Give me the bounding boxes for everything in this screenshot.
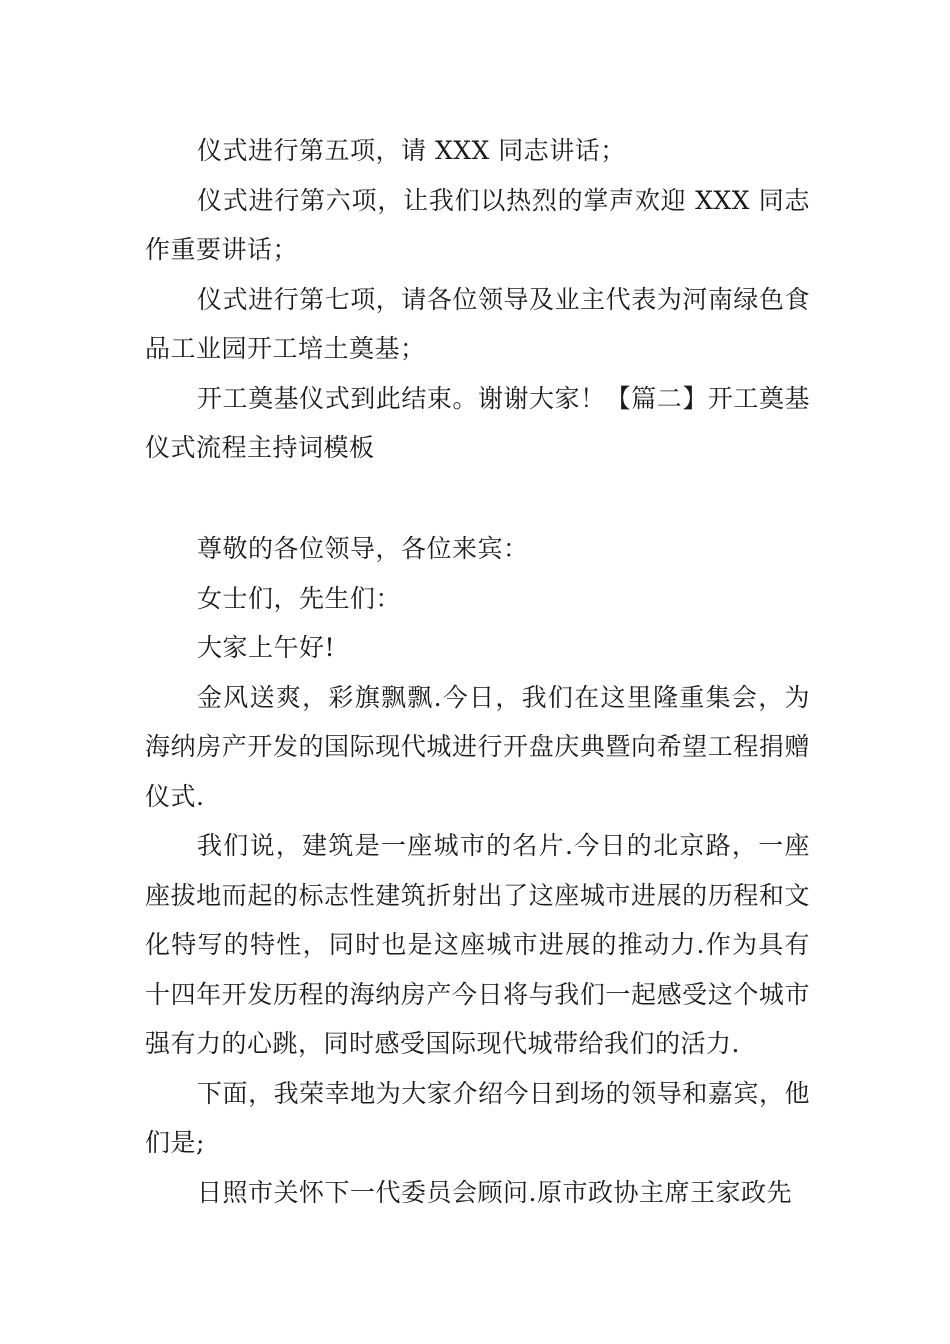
ceremony-steps-section [145,126,810,473]
paragraph-greeting-ladies-gentlemen: 女士们，先生们： [197,583,402,613]
paragraph-step-seven: 仪式进行第七项，请各位领导及业主代表为河南绿色食品工业园开工培土奠基； [145,284,810,363]
paragraph-guest-list-start: 日照市关怀下一代委员会顾问.原市政协主席王家政先 [197,1177,792,1207]
paragraph-closing-and-next-title: 开工奠基仪式到此结束。谢谢大家！【篇二】开工奠基仪式流程主持词模板 [145,383,810,462]
paragraph-introduce-guests: 下面，我荣幸地为大家介绍今日到场的领导和嘉宾，他们是; [145,1078,810,1157]
paragraph-step-five: 仪式进行第五项，请 XXX 同志讲话； [197,136,626,165]
paragraph-opening-ceremony: 金风送爽，彩旗飘飘.今日，我们在这里隆重集会，为海纳房产开发的国际现代城进行开盘庆典暨向希望工程捐赠仪式. [145,682,810,811]
paragraph-step-six: 仪式进行第六项，让我们以热烈的掌声欢迎 XXX 同志作重要讲话； [145,185,810,264]
paragraph-good-morning: 大家上午好! [197,633,336,662]
paragraph-greeting-leaders: 尊敬的各位领导，各位来宾： [197,534,529,563]
host-speech-section [145,524,810,1217]
paragraph-city-architecture: 我们说，建筑是一座城市的名片.今日的北京路，一座座拔地而起的标志性建筑折射出了这座城市进展的历程和文化特写的特性，同时也是这座城市进展的推动力.作为具有十四年开发历程的海纳房产今日将与我们一起感受这个城市强有力的心跳，同时感受国际现代城带给我们的活力. [145,831,810,1058]
